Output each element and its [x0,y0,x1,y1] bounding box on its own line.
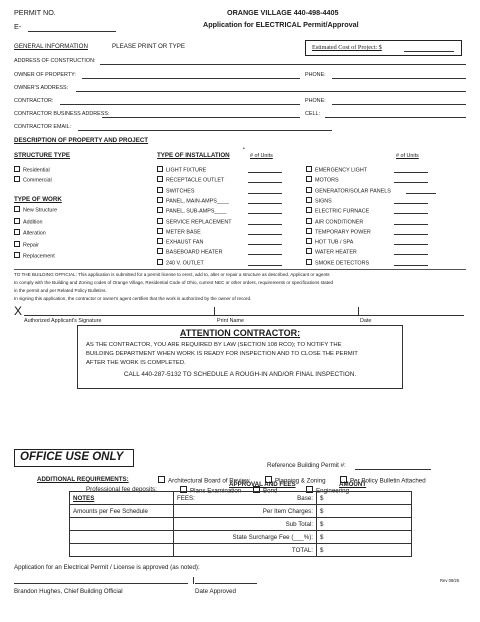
installation-heading: TYPE OF INSTALLATION [157,152,230,159]
owner-label: OWNER OF PROPERTY: [14,72,76,78]
installation-option-label: LIGHT FIXTURE [166,167,207,174]
installation-option[interactable] [306,238,353,246]
reference-permit-label: Reference Building Permit #: [267,462,346,469]
prof-fee-item-label: Engineering [316,487,350,495]
units-field[interactable] [248,224,282,225]
fees-label-cell [174,492,317,505]
fee-amount[interactable]: $ [317,531,412,544]
signature-line[interactable] [24,315,464,316]
fee-amount[interactable]: $ [317,544,412,557]
owner-field[interactable] [82,78,300,79]
checkbox-icon[interactable] [157,228,163,234]
prof-fee-item-label: Bond [263,487,278,495]
checkbox-icon[interactable] [306,248,312,254]
fees-row [70,531,412,544]
installation-option-label: SIGNS [315,198,332,205]
work-type-option[interactable] [14,252,55,260]
installation-option[interactable] [306,218,363,226]
installation-option-label: TEMPORARY POWER [315,229,371,236]
fee-note [70,518,174,531]
installation-option-label: SMOKE DETECTORS [315,260,370,267]
installation-option[interactable] [157,238,203,246]
checkbox-icon[interactable] [306,238,312,244]
work-type-option[interactable] [14,218,42,226]
attention-line-4: CALL 440-287-5132 TO SCHEDULE A ROUGH-IN AND/OR FINAL INSPECTION. [123,371,357,378]
units-heading-right: # of Units [396,153,419,159]
contractor-email-label: CONTRACTOR EMAIL: [14,124,72,130]
estimated-cost-label: Estimated Cost of Project: $ [312,44,382,51]
print-name-label: Print Name [217,318,244,324]
installation-option[interactable] [157,248,223,256]
contractor-phone-field[interactable] [332,104,466,105]
dot-mark: • [243,146,245,152]
office-use-box [14,449,134,467]
checkbox-icon[interactable] [14,206,20,212]
notice-line-3: in the permit and per Related Policy Bulletins. [14,288,107,293]
cell-field[interactable] [325,117,466,118]
print-instruction: PLEASE PRINT OR TYPE [112,43,186,50]
contractor-label: CONTRACTOR: [14,98,54,104]
installation-option-label: WATER HEATER [315,249,357,256]
prof-fee-item-label: Plans Examination [190,487,242,495]
checkbox-icon[interactable] [306,176,312,182]
checkbox-icon[interactable] [14,252,20,258]
fees-header-row [70,492,412,505]
date-label: Date [360,318,372,324]
signature-x-mark: X [14,304,23,318]
checkbox-icon[interactable] [306,197,312,203]
installation-option[interactable] [306,228,371,236]
checkbox-icon[interactable] [14,166,20,172]
structure-option-residential[interactable] [14,166,50,174]
notice-line-1: TO THE BUILDING OFFICIAL: This application is submitted for a permit license to erect, add to, alter or repair a structure as described. Applicant or agents [14,272,330,277]
installation-option-label: 240 V. OUTLET [166,260,204,267]
installation-option-label: EMERGENCY LIGHT [315,167,368,174]
units-heading-left: # of Units [250,153,273,159]
units-field[interactable] [394,172,428,173]
units-field[interactable] [406,193,436,194]
fee-label: Sub Total: [174,518,317,531]
owner-phone-field[interactable] [332,78,466,79]
owner-address-label: OWNER'S ADDRESS: [14,85,69,91]
additional-requirements-label: ADDITIONAL REQUIREMENTS: [37,476,129,483]
office-use-title: OFFICE USE ONLY [20,451,124,463]
checkbox-icon[interactable] [157,207,163,213]
installation-option-label: ELECTRIC FURNACE [315,208,370,215]
installation-option[interactable] [306,207,369,215]
type-of-work-heading: TYPE OF WORK [14,196,62,203]
installation-option[interactable] [157,228,201,236]
fees-row [70,544,412,557]
units-field[interactable] [394,203,428,204]
page-title: Application for ELECTRICAL Permit/Approval [203,20,359,29]
units-field[interactable] [394,234,428,235]
checkbox-icon[interactable] [14,176,20,182]
units-field[interactable] [394,213,428,214]
units-field[interactable] [248,193,282,194]
cell-label: CELL: [305,111,320,117]
address-label: ADDRESS OF CONSTRUCTION: [14,58,96,64]
checkbox-icon[interactable] [157,248,163,254]
base-amount[interactable]: $ [317,492,412,505]
applicant-signature-label: Authorized Applicant's Signature [24,318,102,324]
fee-amount[interactable]: $ [317,505,412,518]
installation-option-label: PANEL, MAIN-AMPS____ [166,198,229,205]
installation-option[interactable] [157,207,226,215]
checkbox-icon[interactable] [157,197,163,203]
permit-no-field[interactable] [28,31,116,32]
checkbox-icon[interactable] [14,241,20,247]
units-field[interactable] [248,182,282,183]
checkbox-icon[interactable] [157,166,163,172]
estimated-cost-line [404,51,454,52]
checkbox-icon[interactable] [158,476,165,483]
contractor-email-field[interactable] [78,130,332,131]
checkbox-icon[interactable] [306,166,312,172]
attention-line-2: BUILDING DEPARTMENT WHEN WORK IS READY FOR INSPECTION AND TO CLOSE THE PERMIT [86,351,358,357]
description-heading: DESCRIPTION OF PROPERTY AND PROJECT [14,137,149,144]
units-field[interactable] [248,213,282,214]
checkbox-icon[interactable] [157,218,163,224]
notes-header: NOTES [70,492,174,505]
fee-label: TOTAL: [174,544,317,557]
general-heading: GENERAL INFORMATION [14,43,88,50]
base-label: Base: [297,494,313,502]
units-field[interactable] [248,265,282,266]
checkbox-icon[interactable] [14,218,20,224]
revision-label: Rev 08/26 [440,578,460,583]
installation-option-label: RECEPTACLE OUTLET [166,177,225,184]
fees-row [70,518,412,531]
work-type-option[interactable] [14,206,57,214]
additional-item-label: Per Policy Bulletin Attached [350,477,426,485]
units-field[interactable] [394,244,428,245]
installation-option[interactable] [306,248,357,256]
work-type-option-label: Alteration [23,230,46,237]
checkbox-icon[interactable] [157,238,163,244]
installation-option[interactable] [306,166,367,174]
reference-permit-field[interactable] [355,469,431,470]
fee-note [70,544,174,557]
work-type-option-label: Replacement [23,253,55,260]
structure-type-heading: STRUCTURE TYPE [14,152,71,159]
units-field[interactable] [394,265,428,266]
installation-option[interactable] [306,176,339,184]
checkbox-icon[interactable] [306,259,312,265]
installation-option[interactable] [306,197,332,205]
installation-option-label: HOT TUB / SPA [315,239,354,246]
additional-item-label: Planning & Zoning [275,477,326,485]
units-field[interactable] [248,203,282,204]
installation-option[interactable] [306,259,369,267]
units-field[interactable] [248,172,282,173]
official-signature-line[interactable] [14,583,188,584]
estimated-cost-box[interactable] [305,40,462,56]
checkbox-icon[interactable] [306,228,312,234]
installation-option[interactable] [157,166,206,174]
installation-option[interactable] [157,176,224,184]
fee-amount[interactable]: $ [317,518,412,531]
installation-option[interactable] [306,187,391,195]
installation-option-label: BASEBOARD HEATER [166,249,223,256]
structure-option-commercial[interactable] [14,176,52,184]
installation-option[interactable] [157,259,204,267]
approval-text: Application for an Electrical Permit / License is approved (as noted): [14,564,200,571]
phone-label-1: PHONE: [305,72,326,78]
installation-option-label: AIR CONDITIONER [315,219,364,225]
fees-row [70,505,412,518]
attention-title: ATTENTION CONTRACTOR: [179,328,301,338]
date-approved-label: Date Approved [195,588,236,595]
phone-label-2: PHONE: [305,98,326,104]
installation-option-label: PANEL, SUB-AMPS____ [166,208,227,215]
units-field[interactable] [394,254,428,255]
installation-option-label: EXHAUST FAN [166,239,204,246]
permit-no-label: PERMIT NO. [14,8,56,17]
work-type-option-label: New Structure [23,207,58,214]
installation-option[interactable] [157,187,194,195]
work-type-option-label: Repair [23,242,39,248]
prof-fee-label: Professional fee deposits: [86,486,157,493]
checkbox-icon[interactable] [14,229,20,235]
work-type-option[interactable] [14,229,46,237]
checkbox-icon[interactable] [306,187,312,193]
checkbox-icon[interactable] [157,176,163,182]
units-field[interactable] [394,224,428,225]
official-name: Brandon Hughes, Chief Building Official [14,588,123,595]
checkbox-icon[interactable] [306,207,312,213]
signature-divider [214,307,215,316]
signature-divider [358,307,359,316]
owner-address-field[interactable] [76,91,466,92]
structure-option-label: Residential [23,167,50,174]
date-approved-line[interactable] [195,583,257,584]
work-type-option-label: Addition [23,219,43,225]
installation-option-label: SWITCHES [166,188,195,195]
structure-option-label: Commercial [23,177,52,184]
additional-item-label: Architectural Board of Review [168,477,250,485]
address-field[interactable] [100,64,466,65]
fee-label: Per Item Charges: [174,505,317,518]
checkbox-icon[interactable] [306,218,312,224]
units-field[interactable] [248,234,282,235]
fee-note [70,531,174,544]
installation-option-label: SERVICE REPLACEMENT [166,219,232,225]
fee-note: Amounts per Fee Schedule [70,505,174,518]
installation-option-label: MOTORS [315,177,339,184]
footer-divider [193,577,194,584]
fee-label: State Surcharge Fee (___%): [174,531,317,544]
installation-option[interactable] [157,218,232,226]
checkbox-icon[interactable] [157,259,163,265]
units-field[interactable] [248,254,282,255]
contractor-address-label: CONTRACTOR BUSINESS ADDRESS: [14,111,110,117]
fees-table [69,491,412,557]
work-type-option[interactable] [14,241,39,249]
units-field[interactable] [248,244,282,245]
checkbox-icon[interactable] [157,187,163,193]
org-line: ORANGE VILLAGE 440-498-4405 [227,8,339,17]
installation-option-label: METER BASE [166,229,201,236]
permit-prefix: E- [14,22,22,31]
fees-label: FEES: [177,494,195,502]
units-field[interactable] [394,182,428,183]
section-divider [14,269,466,270]
approval-fees-heading: APPROVAL AND FEES [229,481,296,488]
installation-option-label: GENERATOR/SOLAR PANELS [315,188,391,195]
installation-option[interactable] [157,197,229,205]
attention-line-1: AS THE CONTRACTOR, YOU ARE REQUIRED BY LAW (SECTION 108 RCO); TO NOTIFY THE [86,342,342,348]
notice-line-2: to comply with the Building and Zoning codes of Orange Village, Residential Code of Ohio, current NEC or other orders, requirements or specifications stated [14,280,334,285]
notice-line-4: In signing this application, the contractor or owner's agent certifies that the work is authorized by the owner of record. [14,296,252,301]
contractor-field[interactable] [60,104,300,105]
attention-line-3: AFTER THE WORK IS COMPLETED. [86,360,186,366]
contractor-address-field[interactable] [102,117,300,118]
amount-heading: AMOUNT [339,481,367,488]
